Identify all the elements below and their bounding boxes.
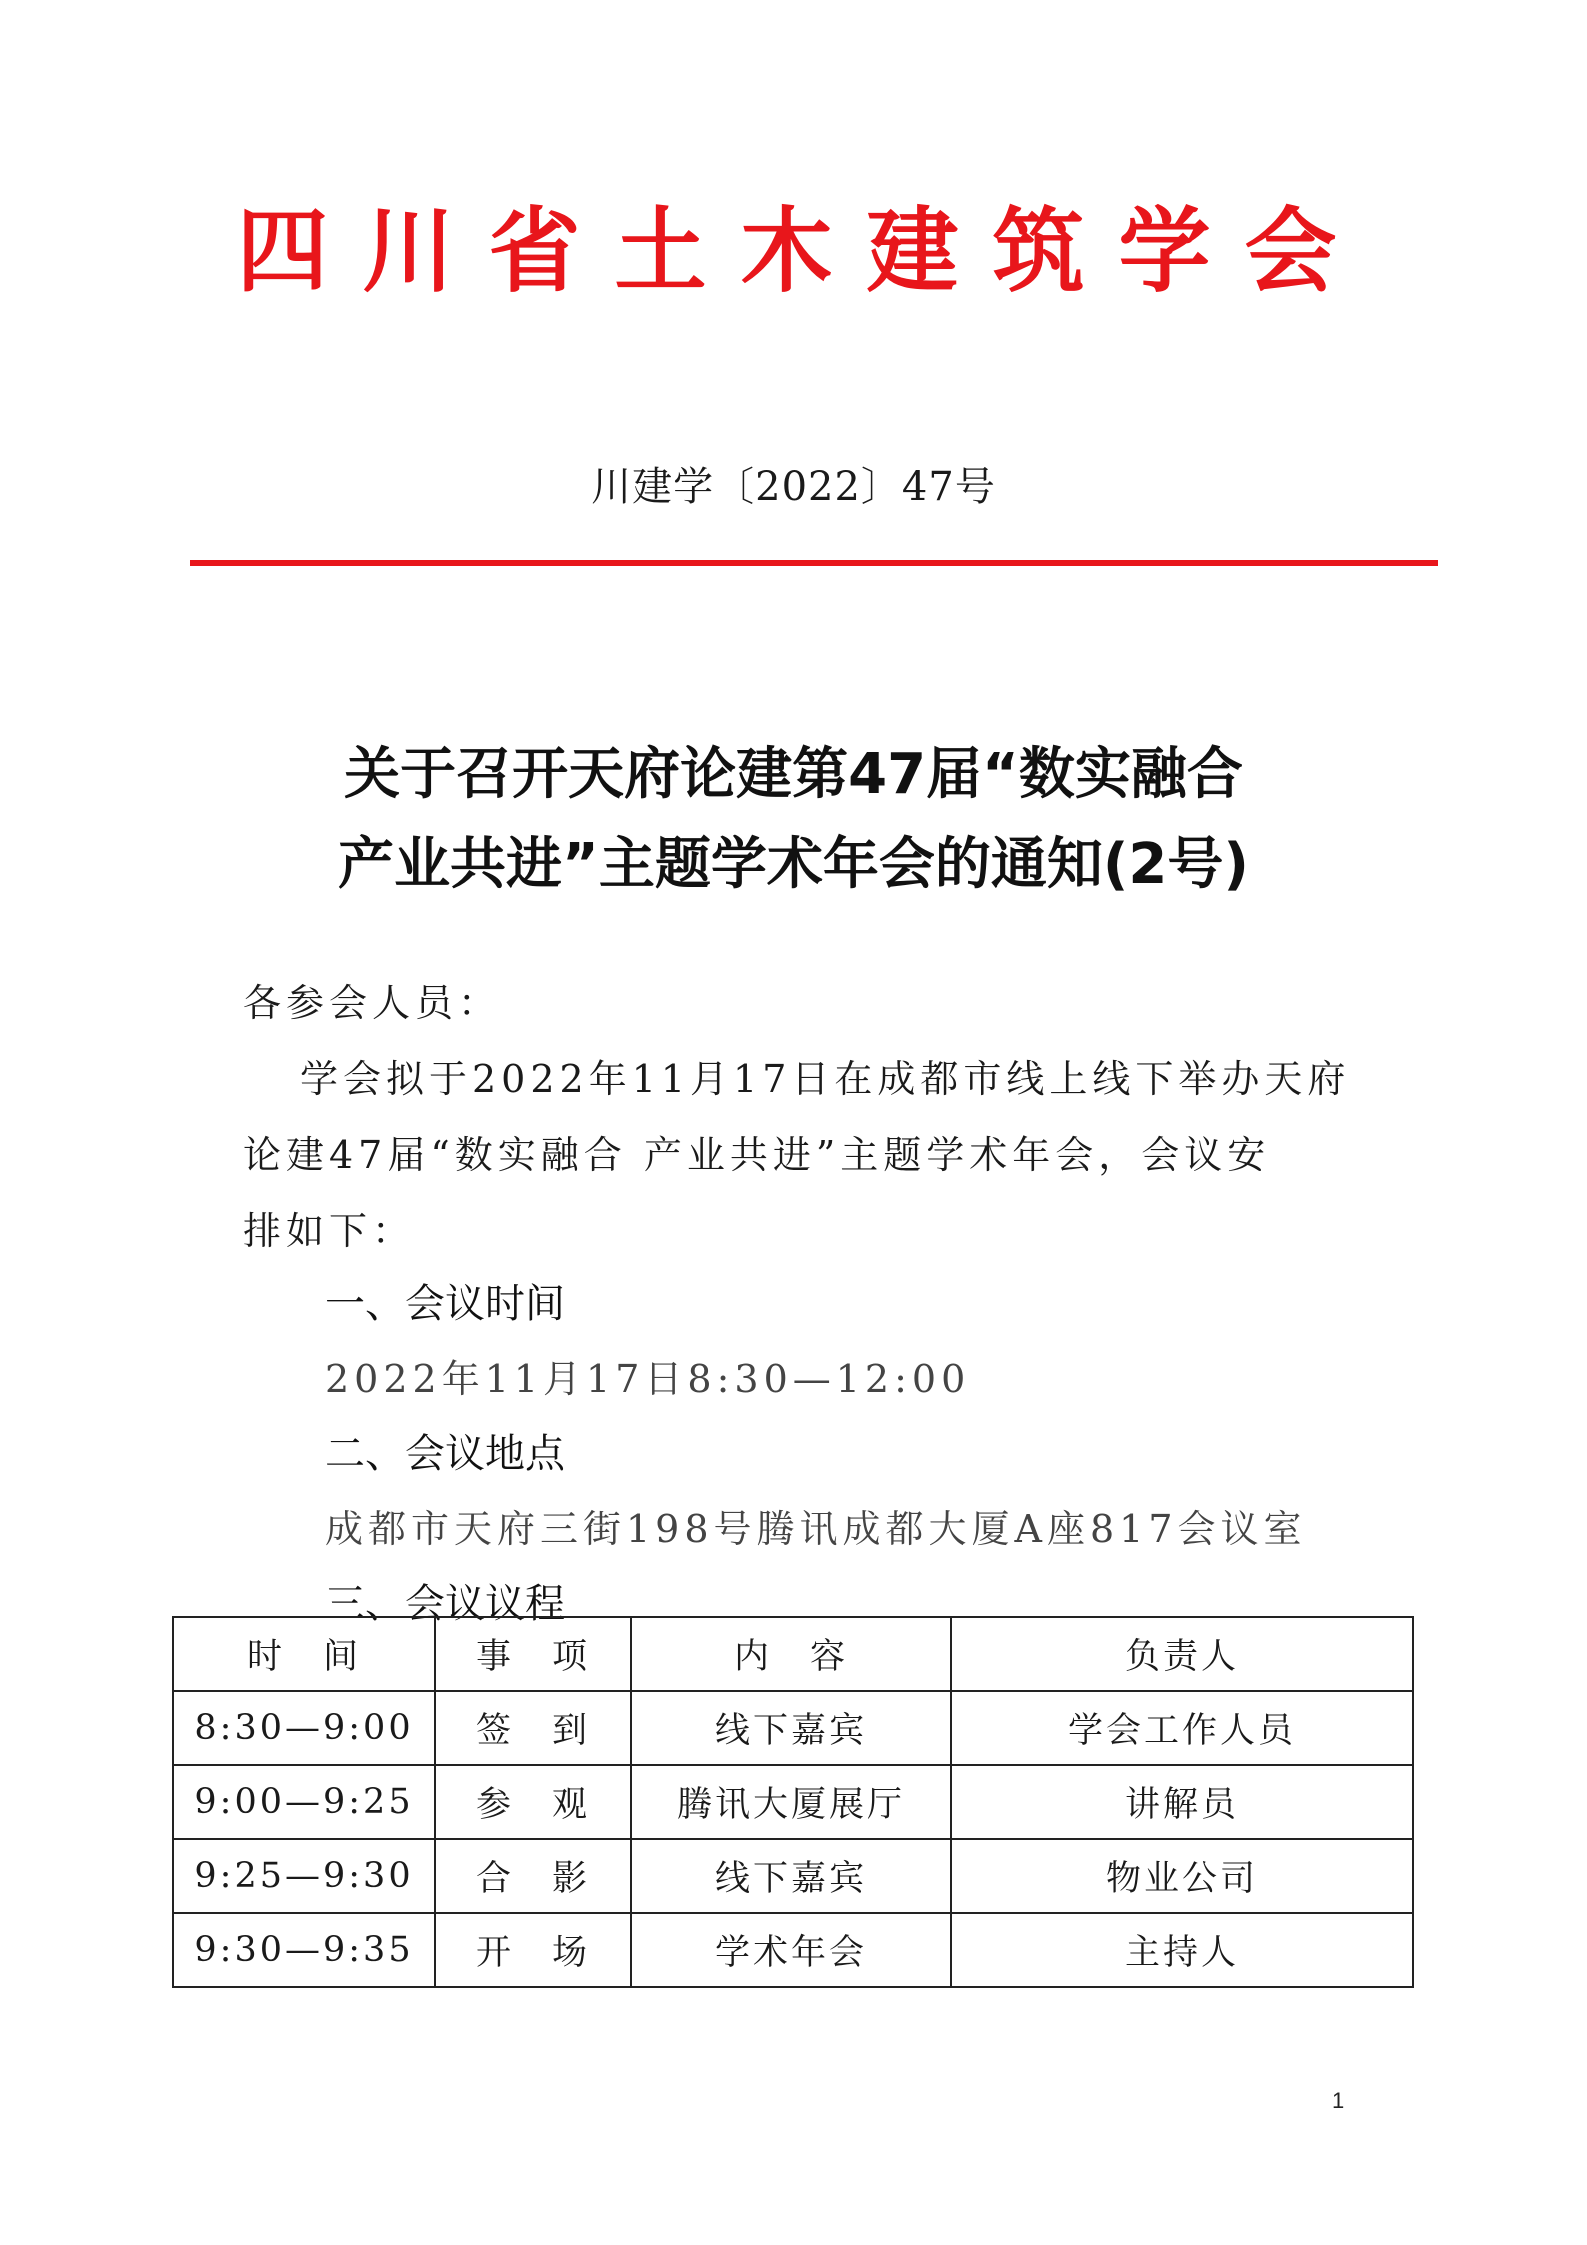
section-heading-agenda: 三、会议议程: [325, 1581, 565, 1627]
cell-time: 8:30—9:00: [173, 1691, 435, 1765]
cell-item: 开 场: [435, 1913, 631, 1987]
document-number: 川建学〔2022〕47号: [591, 464, 996, 510]
cell-time: 9:25—9:30: [173, 1839, 435, 1913]
table-row: [173, 1691, 1413, 1765]
cell-owner: 学会工作人员: [951, 1691, 1413, 1765]
intro-line-1: 学会拟于2022年11月17日在成都市线上线下举办天府: [300, 1057, 1351, 1101]
column-header-time: 时 间: [173, 1617, 435, 1691]
intro-line-3: 排如下：: [243, 1209, 416, 1253]
cell-owner: 主持人: [951, 1913, 1413, 1987]
table-row: [173, 1839, 1413, 1913]
agenda-table: [172, 1616, 1414, 1988]
cell-item: 参 观: [435, 1765, 631, 1839]
cell-item: 签 到: [435, 1691, 631, 1765]
cell-content: 腾讯大厦展厅: [631, 1765, 951, 1839]
cell-owner: 物业公司: [951, 1839, 1413, 1913]
meeting-time: 2022年11月17日8:30—12:00: [325, 1357, 971, 1401]
column-header-owner: 负责人: [951, 1617, 1413, 1691]
column-header-content: 内 容: [631, 1617, 951, 1691]
organization-title: 四川省土木建筑学会: [236, 197, 1371, 305]
meeting-location: 成都市天府三街198号腾讯成都大厦A座817会议室: [325, 1507, 1307, 1551]
salutation: 各参会人员：: [243, 981, 502, 1025]
cell-item: 合 影: [435, 1839, 631, 1913]
intro-line-2: 论建47届“数实融合 产业共进”主题学术年会，会议安: [243, 1133, 1271, 1177]
red-divider-line: [190, 560, 1438, 566]
cell-time: 9:00—9:25: [173, 1765, 435, 1839]
table-row: [173, 1765, 1413, 1839]
notice-title-line-2: 产业共进”主题学术年会的通知(2号): [338, 832, 1249, 897]
table-row: [173, 1913, 1413, 1987]
section-heading-location: 二、会议地点: [325, 1431, 565, 1477]
notice-title-line-1: 关于召开天府论建第47届“数实融合: [344, 742, 1243, 807]
table-header-row: [173, 1617, 1413, 1691]
cell-content: 学术年会: [631, 1913, 951, 1987]
cell-time: 9:30—9:35: [173, 1913, 435, 1987]
section-heading-time: 一、会议时间: [325, 1281, 565, 1327]
column-header-item: 事 项: [435, 1617, 631, 1691]
cell-owner: 讲解员: [951, 1765, 1413, 1839]
cell-content: 线下嘉宾: [631, 1691, 951, 1765]
page-number: 1: [1332, 2088, 1345, 2113]
cell-content: 线下嘉宾: [631, 1839, 951, 1913]
